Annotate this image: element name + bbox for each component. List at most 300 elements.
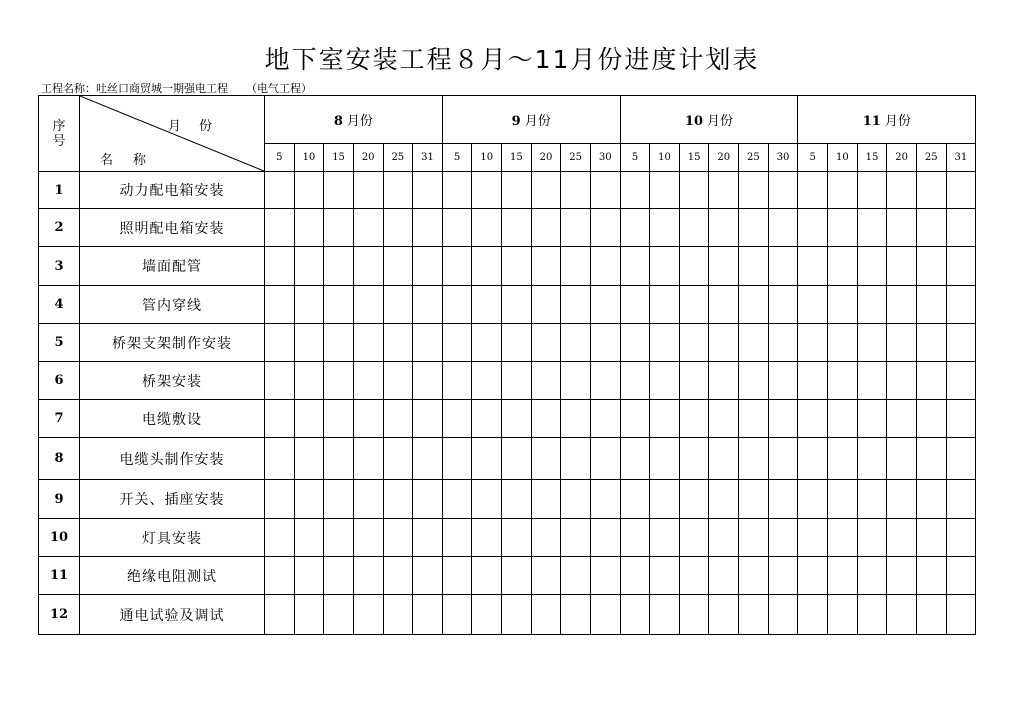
schedule-cell (442, 438, 472, 480)
schedule-cell (620, 438, 650, 480)
schedule-cell (561, 247, 591, 286)
schedule-cell (857, 438, 887, 480)
schedule-cell (798, 209, 828, 247)
schedule-cell (561, 286, 591, 324)
schedule-cell (739, 247, 769, 286)
day-header: 5 (620, 144, 650, 172)
schedule-cell (739, 438, 769, 480)
schedule-cell (916, 400, 946, 438)
schedule-cell (590, 286, 620, 324)
schedule-cell (265, 362, 295, 400)
schedule-cell (739, 480, 769, 519)
schedule-cell (265, 595, 295, 635)
row-seq: 3 (39, 247, 80, 286)
schedule-cell (531, 557, 561, 595)
schedule-cell (650, 519, 680, 557)
row-seq: 6 (39, 362, 80, 400)
schedule-cell (502, 595, 532, 635)
row-task-name: 通电试验及调试 (80, 595, 265, 635)
day-header: 15 (857, 144, 887, 172)
schedule-cell (383, 286, 413, 324)
schedule-cell (294, 400, 324, 438)
schedule-cell (916, 209, 946, 247)
row-seq: 7 (39, 400, 80, 438)
schedule-cell (768, 557, 798, 595)
schedule-cell (620, 324, 650, 362)
row-task-name: 灯具安装 (80, 519, 265, 557)
schedule-cell (916, 595, 946, 635)
schedule-cell (887, 247, 917, 286)
schedule-cell (353, 209, 383, 247)
schedule-cell (383, 247, 413, 286)
project-name (41, 80, 312, 96)
table-row (39, 209, 976, 247)
table-row (39, 324, 976, 362)
schedule-cell (679, 595, 709, 635)
schedule-cell (768, 286, 798, 324)
schedule-cell (413, 557, 443, 595)
schedule-cell (650, 172, 680, 209)
day-header: 25 (916, 144, 946, 172)
schedule-cell (828, 324, 858, 362)
day-header: 20 (887, 144, 917, 172)
schedule-cell (531, 247, 561, 286)
schedule-cell (502, 438, 532, 480)
schedule-cell (294, 595, 324, 635)
schedule-cell (442, 324, 472, 362)
day-header: 25 (561, 144, 591, 172)
schedule-cell (294, 209, 324, 247)
schedule-cell (413, 595, 443, 635)
schedule-cell (620, 557, 650, 595)
schedule-table (38, 95, 976, 635)
schedule-cell (353, 247, 383, 286)
month-axis-label: 月份 (167, 119, 230, 134)
schedule-cell (383, 324, 413, 362)
schedule-cell (620, 286, 650, 324)
schedule-cell (531, 286, 561, 324)
schedule-cell (798, 247, 828, 286)
schedule-cell (679, 362, 709, 400)
schedule-cell (561, 209, 591, 247)
schedule-cell (650, 438, 680, 480)
schedule-cell (650, 400, 680, 438)
name-axis-label: 名称 (100, 153, 167, 168)
table-row (39, 247, 976, 286)
schedule-cell (620, 400, 650, 438)
schedule-cell (294, 480, 324, 519)
schedule-cell (531, 400, 561, 438)
schedule-cell (887, 557, 917, 595)
schedule-cell (650, 557, 680, 595)
header-row-months (39, 96, 976, 144)
schedule-cell (472, 247, 502, 286)
table-row (39, 595, 976, 635)
day-header: 20 (353, 144, 383, 172)
schedule-cell (531, 362, 561, 400)
schedule-cell (650, 480, 680, 519)
schedule-cell (531, 595, 561, 635)
schedule-cell (383, 557, 413, 595)
schedule-cell (857, 595, 887, 635)
schedule-cell (294, 324, 324, 362)
schedule-cell (857, 172, 887, 209)
schedule-cell (265, 247, 295, 286)
schedule-cell (590, 438, 620, 480)
day-header: 31 (413, 144, 443, 172)
schedule-cell (828, 362, 858, 400)
schedule-cell (265, 400, 295, 438)
schedule-cell (502, 480, 532, 519)
schedule-cell (590, 172, 620, 209)
schedule-cell (739, 172, 769, 209)
schedule-cell (324, 438, 354, 480)
schedule-cell (768, 247, 798, 286)
row-task-name: 开关、插座安装 (80, 480, 265, 519)
schedule-cell (324, 557, 354, 595)
schedule-cell (828, 400, 858, 438)
schedule-cell (709, 557, 739, 595)
schedule-cell (383, 519, 413, 557)
schedule-cell (916, 480, 946, 519)
schedule-cell (442, 209, 472, 247)
day-header: 25 (383, 144, 413, 172)
schedule-cell (798, 438, 828, 480)
schedule-cell (709, 480, 739, 519)
schedule-cell (739, 324, 769, 362)
schedule-cell (857, 519, 887, 557)
schedule-cell (472, 324, 502, 362)
schedule-cell (620, 172, 650, 209)
schedule-cell (383, 209, 413, 247)
schedule-cell (857, 324, 887, 362)
schedule-cell (502, 519, 532, 557)
schedule-cell (828, 286, 858, 324)
schedule-cell (590, 400, 620, 438)
row-seq: 11 (39, 557, 80, 595)
schedule-cell (650, 247, 680, 286)
day-header: 15 (324, 144, 354, 172)
schedule-cell (531, 209, 561, 247)
schedule-cell (709, 286, 739, 324)
schedule-cell (531, 480, 561, 519)
schedule-cell (946, 247, 976, 286)
schedule-cell (383, 480, 413, 519)
row-task-name: 电缆敷设 (80, 400, 265, 438)
schedule-cell (413, 209, 443, 247)
day-header: 20 (709, 144, 739, 172)
schedule-cell (768, 362, 798, 400)
schedule-cell (679, 247, 709, 286)
schedule-cell (946, 438, 976, 480)
day-header: 20 (531, 144, 561, 172)
day-header: 10 (472, 144, 502, 172)
schedule-cell (857, 480, 887, 519)
table-row (39, 172, 976, 209)
day-header: 10 (650, 144, 680, 172)
schedule-cell (353, 519, 383, 557)
schedule-cell (561, 480, 591, 519)
schedule-cell (472, 480, 502, 519)
schedule-cell (916, 324, 946, 362)
schedule-cell (739, 209, 769, 247)
schedule-cell (887, 362, 917, 400)
month-header-11 (798, 96, 976, 144)
schedule-cell (739, 286, 769, 324)
schedule-cell (828, 209, 858, 247)
schedule-cell (265, 209, 295, 247)
schedule-cell (265, 286, 295, 324)
day-header: 5 (798, 144, 828, 172)
schedule-cell (916, 557, 946, 595)
month-number: 10 (684, 114, 704, 129)
day-header: 25 (739, 144, 769, 172)
schedule-cell (768, 438, 798, 480)
schedule-cell (472, 362, 502, 400)
table-row (39, 438, 976, 480)
schedule-cell (620, 362, 650, 400)
schedule-cell (916, 172, 946, 209)
schedule-cell (828, 519, 858, 557)
schedule-cell (739, 557, 769, 595)
schedule-cell (679, 480, 709, 519)
day-header: 10 (828, 144, 858, 172)
day-header: 30 (590, 144, 620, 172)
schedule-cell (828, 247, 858, 286)
schedule-cell (946, 519, 976, 557)
schedule-cell (472, 209, 502, 247)
schedule-cell (857, 209, 887, 247)
schedule-cell (620, 480, 650, 519)
schedule-cell (887, 172, 917, 209)
table-row (39, 557, 976, 595)
schedule-cell (590, 595, 620, 635)
schedule-cell (353, 595, 383, 635)
schedule-cell (353, 286, 383, 324)
schedule-cell (739, 362, 769, 400)
schedule-cell (828, 480, 858, 519)
row-task-name: 墙面配管 (80, 247, 265, 286)
schedule-cell (442, 519, 472, 557)
schedule-cell (502, 557, 532, 595)
schedule-cell (679, 324, 709, 362)
schedule-cell (887, 209, 917, 247)
schedule-cell (472, 172, 502, 209)
schedule-cell (709, 438, 739, 480)
schedule-cell (413, 519, 443, 557)
schedule-cell (502, 209, 532, 247)
schedule-cell (442, 247, 472, 286)
schedule-cell (294, 286, 324, 324)
day-header: 15 (679, 144, 709, 172)
month-number: 11 (862, 114, 881, 129)
schedule-cell (353, 438, 383, 480)
schedule-cell (679, 209, 709, 247)
schedule-cell (946, 286, 976, 324)
schedule-cell (828, 172, 858, 209)
schedule-cell (679, 286, 709, 324)
schedule-cell (413, 438, 443, 480)
schedule-cell (916, 362, 946, 400)
table-row (39, 362, 976, 400)
schedule-cell (768, 209, 798, 247)
schedule-cell (798, 172, 828, 209)
schedule-cell (413, 247, 443, 286)
name-month-header (80, 96, 265, 172)
schedule-cell (828, 557, 858, 595)
schedule-cell (828, 595, 858, 635)
schedule-cell (442, 362, 472, 400)
schedule-cell (324, 362, 354, 400)
schedule-cell (413, 324, 443, 362)
schedule-cell (353, 362, 383, 400)
schedule-cell (739, 400, 769, 438)
project-sub: （电气工程） (246, 82, 312, 95)
month-suffix: 月份 (524, 114, 551, 129)
schedule-cell (442, 400, 472, 438)
schedule-cell (946, 400, 976, 438)
schedule-cell (946, 362, 976, 400)
schedule-cell (265, 480, 295, 519)
schedule-cell (620, 247, 650, 286)
schedule-cell (502, 400, 532, 438)
schedule-cell (294, 438, 324, 480)
schedule-cell (650, 209, 680, 247)
schedule-cell (265, 172, 295, 209)
schedule-cell (946, 209, 976, 247)
schedule-cell (383, 438, 413, 480)
day-header: 15 (502, 144, 532, 172)
schedule-cell (857, 247, 887, 286)
schedule-cell (857, 286, 887, 324)
schedule-cell (650, 286, 680, 324)
schedule-cell (650, 362, 680, 400)
schedule-cell (472, 557, 502, 595)
row-task-name: 桥架支架制作安装 (80, 324, 265, 362)
day-header: 31 (946, 144, 976, 172)
schedule-cell (946, 557, 976, 595)
schedule-cell (650, 324, 680, 362)
schedule-cell (946, 324, 976, 362)
schedule-cell (768, 595, 798, 635)
schedule-cell (413, 362, 443, 400)
schedule-cell (561, 172, 591, 209)
schedule-cell (679, 400, 709, 438)
schedule-cell (265, 519, 295, 557)
schedule-cell (472, 286, 502, 324)
schedule-cell (590, 209, 620, 247)
schedule-cell (502, 362, 532, 400)
schedule-cell (561, 438, 591, 480)
schedule-cell (887, 438, 917, 480)
schedule-cell (265, 557, 295, 595)
schedule-cell (709, 519, 739, 557)
schedule-cell (294, 172, 324, 209)
schedule-cell (294, 519, 324, 557)
schedule-cell (502, 286, 532, 324)
table-row (39, 519, 976, 557)
schedule-cell (502, 324, 532, 362)
table-row (39, 400, 976, 438)
schedule-cell (798, 557, 828, 595)
schedule-cell (739, 519, 769, 557)
schedule-cell (590, 324, 620, 362)
schedule-cell (324, 400, 354, 438)
row-seq: 9 (39, 480, 80, 519)
schedule-cell (857, 362, 887, 400)
row-seq: 5 (39, 324, 80, 362)
schedule-cell (472, 519, 502, 557)
schedule-cell (531, 324, 561, 362)
row-seq: 12 (39, 595, 80, 635)
month-suffix: 月份 (884, 114, 911, 129)
schedule-cell (798, 324, 828, 362)
row-seq: 10 (39, 519, 80, 557)
schedule-cell (768, 172, 798, 209)
schedule-cell (324, 595, 354, 635)
seq-header: 序 号 (39, 96, 80, 172)
schedule-cell (353, 172, 383, 209)
schedule-cell (561, 400, 591, 438)
day-header: 5 (442, 144, 472, 172)
schedule-cell (768, 480, 798, 519)
day-header: 5 (265, 144, 295, 172)
day-header: 10 (294, 144, 324, 172)
schedule-cell (294, 247, 324, 286)
schedule-cell (294, 362, 324, 400)
schedule-cell (442, 172, 472, 209)
schedule-cell (472, 595, 502, 635)
schedule-cell (413, 172, 443, 209)
row-task-name: 电缆头制作安装 (80, 438, 265, 480)
month-header-8 (265, 96, 443, 144)
row-seq: 2 (39, 209, 80, 247)
schedule-cell (383, 400, 413, 438)
schedule-cell (324, 209, 354, 247)
page-title: 地下室安装工程８月～11月份进度计划表 (264, 45, 760, 74)
schedule-cell (768, 519, 798, 557)
schedule-cell (620, 595, 650, 635)
schedule-cell (265, 438, 295, 480)
schedule-cell (383, 362, 413, 400)
schedule-cell (857, 557, 887, 595)
schedule-cell (709, 362, 739, 400)
month-header-10 (620, 96, 798, 144)
schedule-cell (561, 519, 591, 557)
schedule-cell (620, 519, 650, 557)
schedule-cell (324, 247, 354, 286)
schedule-cell (709, 209, 739, 247)
month-number: 8 (333, 114, 343, 129)
schedule-cell (709, 400, 739, 438)
schedule-cell (383, 595, 413, 635)
schedule-cell (590, 247, 620, 286)
schedule-cell (798, 480, 828, 519)
schedule-cell (709, 595, 739, 635)
row-seq: 1 (39, 172, 80, 209)
schedule-cell (324, 286, 354, 324)
schedule-cell (561, 362, 591, 400)
schedule-cell (946, 172, 976, 209)
schedule-cell (353, 557, 383, 595)
month-number: 9 (511, 114, 521, 129)
schedule-cell (531, 438, 561, 480)
row-seq: 8 (39, 438, 80, 480)
schedule-cell (561, 595, 591, 635)
schedule-cell (590, 362, 620, 400)
schedule-cell (324, 480, 354, 519)
table-row (39, 480, 976, 519)
